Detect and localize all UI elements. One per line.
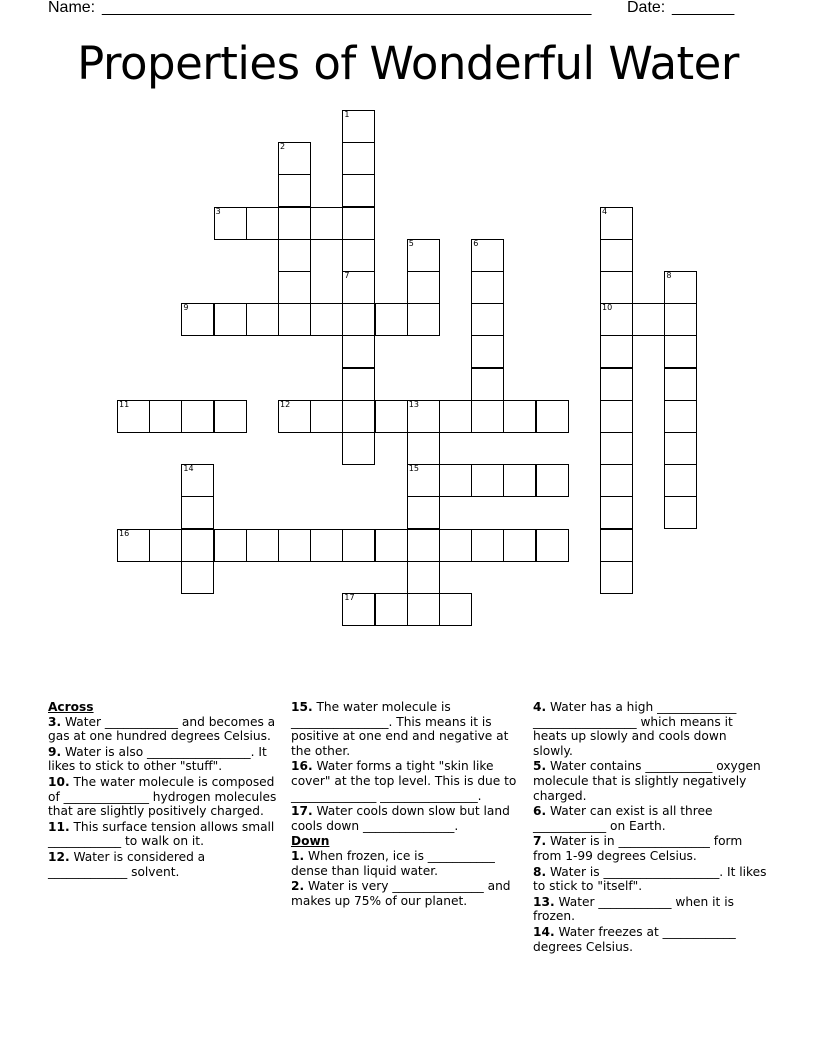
- crossword-cell[interactable]: [246, 529, 279, 562]
- crossword-cell[interactable]: [342, 593, 375, 626]
- clue-number: 5: [408, 238, 414, 248]
- clue-number: 2: [280, 142, 286, 152]
- across-clue: [48, 715, 280, 744]
- clue-number: 11: [119, 399, 130, 409]
- crossword-cell[interactable]: [310, 207, 343, 240]
- name-field[interactable]: _______________________________________________________: [102, 0, 592, 16]
- crossword-cell[interactable]: [664, 432, 697, 465]
- crossword-cell[interactable]: [664, 335, 697, 368]
- crossword-cell[interactable]: [600, 400, 633, 433]
- crossword-cell[interactable]: [117, 400, 150, 433]
- crossword-cell[interactable]: [664, 303, 697, 336]
- clue-number-label: 10.: [48, 774, 70, 789]
- down-clue: [291, 849, 523, 878]
- crossword-cell[interactable]: [503, 529, 536, 562]
- crossword-cell[interactable]: [278, 142, 311, 175]
- crossword-cell[interactable]: [375, 400, 408, 433]
- clue-number-label: 1.: [291, 848, 305, 863]
- crossword-cell[interactable]: [664, 368, 697, 401]
- clues-column-1: [48, 700, 280, 880]
- clue-text: Water is ___________________. It likes to stick to "itself".: [533, 864, 767, 894]
- clue-number-label: 9.: [48, 744, 62, 759]
- clue-text: Water has a high _____________ _________________ which means it heats up slowly and cools down slowly.: [533, 700, 737, 758]
- across-clue: [291, 759, 523, 803]
- crossword-cell[interactable]: [278, 400, 311, 433]
- crossword-cell[interactable]: [600, 529, 633, 562]
- crossword-cell[interactable]: [246, 303, 279, 336]
- crossword-cell[interactable]: [600, 271, 633, 304]
- crossword-cell[interactable]: [181, 303, 214, 336]
- crossword-cell[interactable]: [342, 271, 375, 304]
- crossword-cell[interactable]: [246, 207, 279, 240]
- crossword-cell[interactable]: [536, 529, 569, 562]
- crossword-cell[interactable]: [375, 593, 408, 626]
- clue-number: 3: [215, 206, 221, 216]
- crossword-cell[interactable]: [407, 432, 440, 465]
- clue-number-label: 11.: [48, 819, 70, 834]
- clue-number: 1: [344, 110, 350, 119]
- crossword-cell[interactable]: [342, 110, 375, 143]
- clue-number: 16: [119, 528, 130, 538]
- crossword-cell[interactable]: [149, 529, 182, 562]
- crossword-cell[interactable]: [214, 529, 247, 562]
- crossword-cell[interactable]: [632, 303, 665, 336]
- crossword-cell[interactable]: [278, 239, 311, 272]
- crossword-cell[interactable]: [503, 464, 536, 497]
- crossword-cell[interactable]: [439, 593, 472, 626]
- crossword-cell[interactable]: [471, 529, 504, 562]
- crossword-cell[interactable]: [503, 400, 536, 433]
- down-clue: [533, 834, 767, 863]
- crossword-cell[interactable]: [471, 368, 504, 401]
- clue-text: Water is very _______________ and makes up 75% of our planet.: [291, 879, 511, 908]
- down-clue: [533, 895, 767, 924]
- clue-number-label: 7.: [533, 834, 547, 849]
- crossword-cell[interactable]: [600, 335, 633, 368]
- crossword-cell[interactable]: [536, 400, 569, 433]
- clue-number: 14: [183, 464, 194, 474]
- crossword-cell[interactable]: [214, 303, 247, 336]
- clue-number-label: 13.: [533, 894, 555, 909]
- crossword-cell[interactable]: [278, 529, 311, 562]
- crossword-cell[interactable]: [471, 271, 504, 304]
- clue-text: Water forms a tight "skin like cover" at the top level. This is due to ______________ ________________.: [291, 759, 517, 803]
- crossword-cell[interactable]: [278, 207, 311, 240]
- clue-number-label: 2.: [291, 879, 305, 894]
- clue-number-label: 17.: [291, 804, 313, 819]
- crossword-cell[interactable]: [342, 368, 375, 401]
- crossword-cell[interactable]: [471, 239, 504, 272]
- clue-text: Water is in _______________ form from 1-99 degrees Celsius.: [533, 834, 743, 863]
- clue-number-label: 4.: [533, 700, 547, 714]
- crossword-cell[interactable]: [181, 561, 214, 594]
- crossword-cell[interactable]: [342, 335, 375, 368]
- clue-number-label: 8.: [533, 864, 547, 879]
- clue-number-label: 6.: [533, 804, 547, 819]
- crossword-cell[interactable]: [149, 400, 182, 433]
- crossword-cell[interactable]: [342, 142, 375, 175]
- across-clue: [291, 700, 523, 758]
- clue-number-label: 16.: [291, 759, 313, 774]
- clue-number: 17: [344, 593, 355, 602]
- clue-number: 6: [473, 238, 479, 248]
- down-clue: [533, 700, 767, 758]
- down-clue: [291, 879, 523, 908]
- clue-number-label: 12.: [48, 849, 70, 864]
- clue-number: 10: [602, 303, 613, 313]
- crossword-cell[interactable]: [181, 464, 214, 497]
- crossword-cell[interactable]: [310, 303, 343, 336]
- name-label: Name:: [48, 0, 96, 16]
- clue-text: Water ____________ and becomes a gas at one hundred degrees Celsius.: [48, 714, 276, 744]
- crossword-cell[interactable]: [342, 432, 375, 465]
- clue-number: 13: [408, 399, 419, 409]
- crossword-cell[interactable]: [407, 400, 440, 433]
- crossword-cell[interactable]: [600, 303, 633, 336]
- crossword-cell[interactable]: [471, 400, 504, 433]
- clue-number-label: 14.: [533, 924, 555, 939]
- clue-text: The water molecule is composed of ______________ hydrogen molecules that are slightly positively charged.: [48, 774, 277, 819]
- clue-number-label: 5.: [533, 759, 547, 774]
- clue-number: 9: [183, 303, 189, 313]
- date-field[interactable]: _______: [672, 0, 735, 16]
- page-title: Properties of Wonderful Water: [77, 37, 739, 90]
- crossword-cell[interactable]: [664, 271, 697, 304]
- crossword-cell[interactable]: [439, 464, 472, 497]
- clue-number: 8: [666, 271, 672, 280]
- crossword-cell[interactable]: [664, 400, 697, 433]
- across-clue: [48, 820, 280, 849]
- crossword-cell[interactable]: [375, 303, 408, 336]
- crossword-cell[interactable]: [600, 368, 633, 401]
- crossword-cell[interactable]: [407, 496, 440, 529]
- clue-text: Water ____________ when it is frozen.: [533, 894, 734, 924]
- crossword-cell[interactable]: [439, 400, 472, 433]
- clue-number: 4: [602, 206, 608, 216]
- crossword-cell[interactable]: [664, 496, 697, 529]
- clue-text: Water is considered a _____________ solvent.: [48, 849, 206, 879]
- crossword-cell[interactable]: [407, 593, 440, 626]
- across-clue: [48, 775, 280, 819]
- crossword-cell[interactable]: [407, 561, 440, 594]
- clue-text: Water cools down slow but land cools down _______________.: [291, 804, 510, 833]
- down-clue: [533, 759, 767, 803]
- clue-text: When frozen, ice is ___________ dense than liquid water.: [291, 848, 495, 878]
- crossword-cell[interactable]: [342, 303, 375, 336]
- crossword-cell[interactable]: [310, 400, 343, 433]
- crossword-cell[interactable]: [439, 529, 472, 562]
- clue-text: The water molecule is ________________. This means it is positive at one end and negative at the other.: [291, 700, 509, 758]
- crossword-cell[interactable]: [181, 400, 214, 433]
- clue-number: 15: [408, 464, 419, 474]
- crossword-cell[interactable]: [342, 400, 375, 433]
- crossword-cell[interactable]: [664, 464, 697, 497]
- crossword-cell[interactable]: [407, 529, 440, 562]
- across-clue: [291, 804, 523, 833]
- down-clue: [533, 804, 767, 833]
- across-heading: Across: [48, 700, 94, 714]
- crossword-cell[interactable]: [600, 561, 633, 594]
- clue-text: Water contains ___________ oxygen molecule that is slightly negatively charged.: [533, 759, 761, 803]
- down-clue: [533, 925, 767, 954]
- crossword-cell[interactable]: [342, 239, 375, 272]
- clue-number: 7: [344, 271, 350, 280]
- crossword-cell[interactable]: [278, 271, 311, 304]
- crossword-cell[interactable]: [181, 496, 214, 529]
- across-clue: [48, 745, 280, 774]
- crossword-cell[interactable]: [310, 529, 343, 562]
- clue-text: Water is also _________________. It likes to stick to other "stuff".: [48, 744, 267, 774]
- across-clue: [48, 850, 280, 879]
- crossword-cell[interactable]: [214, 207, 247, 240]
- crossword-cell[interactable]: [407, 303, 440, 336]
- crossword-cell[interactable]: [342, 174, 375, 207]
- clue-text: This surface tension allows small ____________ to walk on it.: [48, 819, 275, 849]
- crossword-cell[interactable]: [375, 529, 408, 562]
- clue-number-label: 15.: [291, 700, 313, 714]
- crossword-cell[interactable]: [117, 529, 150, 562]
- crossword-cell[interactable]: [600, 496, 633, 529]
- crossword-cell[interactable]: [600, 207, 633, 240]
- crossword-cell[interactable]: [471, 464, 504, 497]
- crossword-cell[interactable]: [278, 174, 311, 207]
- crossword-cell[interactable]: [536, 464, 569, 497]
- crossword-cell[interactable]: [181, 529, 214, 562]
- crossword-cell[interactable]: [471, 335, 504, 368]
- crossword-cell[interactable]: [342, 529, 375, 562]
- crossword-cell[interactable]: [407, 239, 440, 272]
- crossword-cell[interactable]: [600, 464, 633, 497]
- clue-number: 12: [280, 399, 291, 409]
- crossword-cell[interactable]: [214, 400, 247, 433]
- crossword-cell[interactable]: [600, 239, 633, 272]
- date-label: Date:: [627, 0, 666, 16]
- crossword-cell[interactable]: [407, 464, 440, 497]
- crossword-cell[interactable]: [342, 207, 375, 240]
- clues-column-2: [291, 700, 523, 909]
- clue-number-label: 3.: [48, 714, 62, 729]
- down-heading: Down: [291, 834, 330, 849]
- crossword-cell[interactable]: [278, 303, 311, 336]
- clues-column-3: [533, 700, 767, 955]
- crossword-cell[interactable]: [600, 432, 633, 465]
- crossword-cell[interactable]: [471, 303, 504, 336]
- down-clue: [533, 865, 767, 894]
- clue-text: Water can exist is all three ____________ on Earth.: [533, 804, 713, 833]
- crossword-cell[interactable]: [407, 271, 440, 304]
- clue-text: Water freezes at ____________ degrees Celsius.: [533, 924, 736, 954]
